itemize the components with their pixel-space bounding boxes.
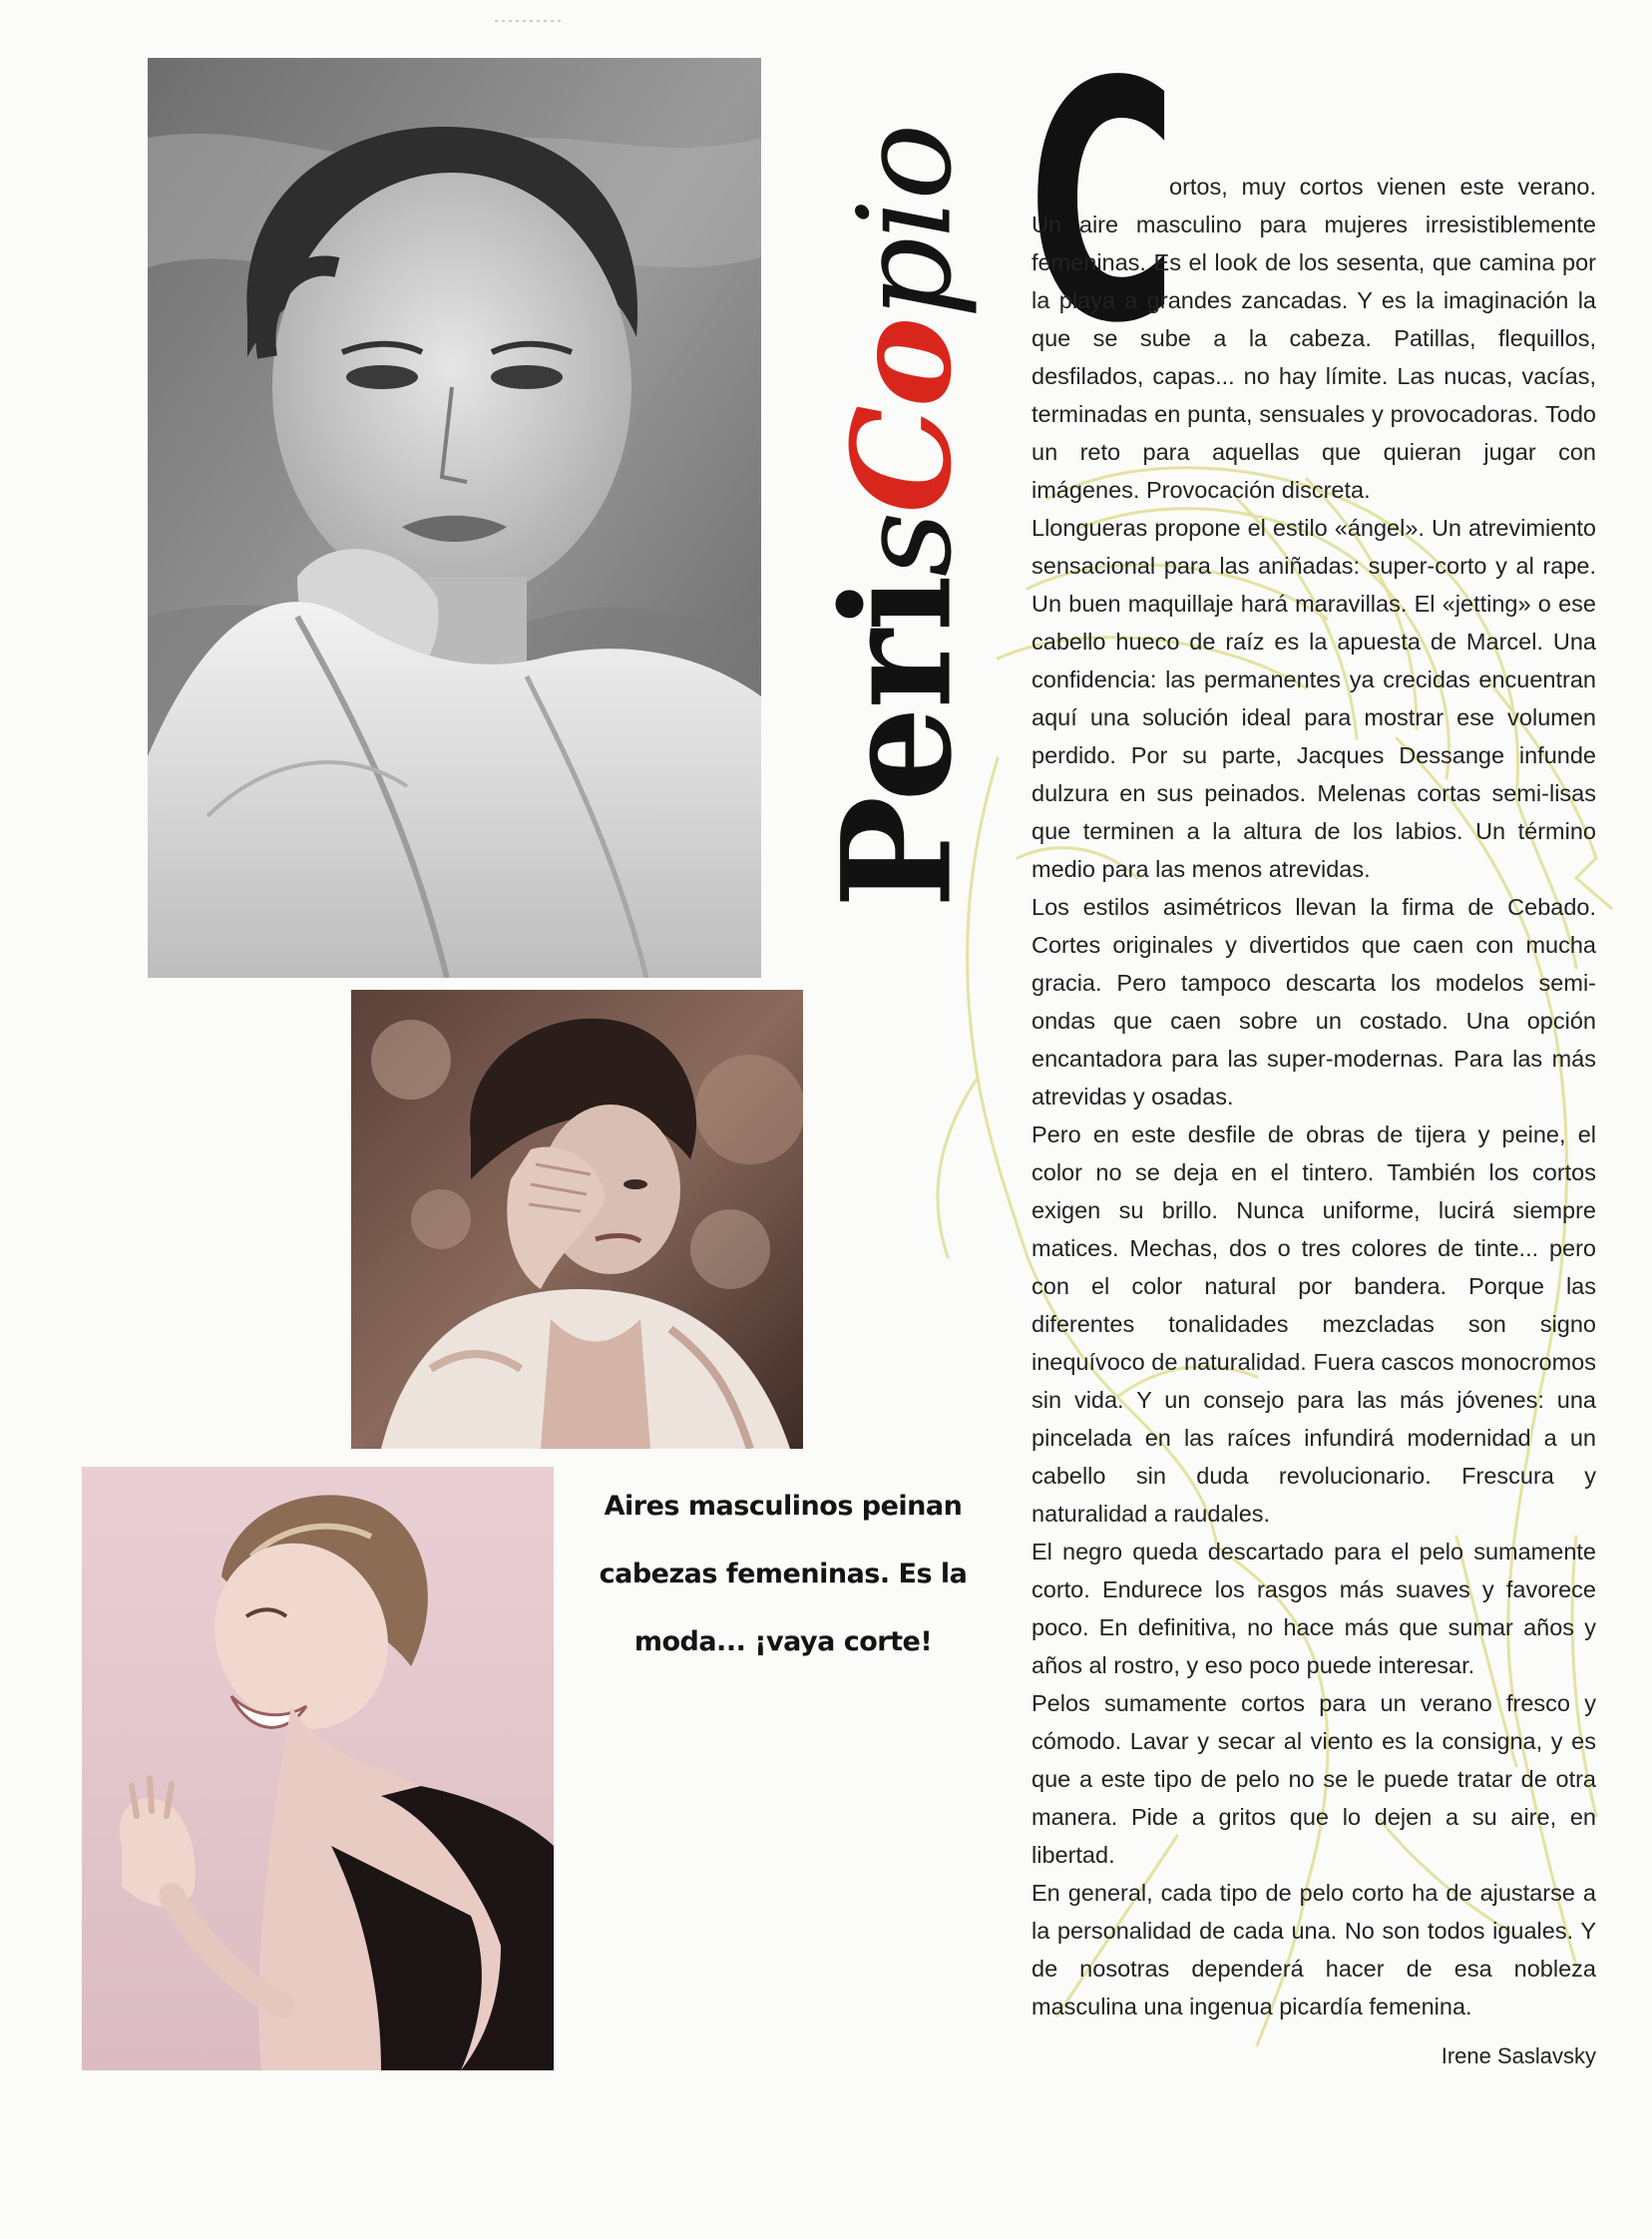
author-byline: Irene Saslavsky: [1441, 2043, 1596, 2068]
article-title-vertical: [798, 125, 998, 909]
title-part-2: s: [831, 513, 981, 578]
title-part-3-accent: Co: [822, 318, 983, 514]
photo-woman-hand-over-eye: [351, 990, 803, 1449]
portrait-photo-short-hair: [148, 58, 761, 978]
article-body: [1032, 168, 1596, 2025]
title-part-1: Peri: [809, 577, 986, 909]
photo-laughing-woman: [82, 1467, 554, 2070]
drop-cap: C: [1028, 12, 1178, 395]
article-paragraph-7: En general, cada tipo de pelo corto ha de ajustarse a la personalidad de cada una. No son todos iguales. Y de nosotras dependerá hacer de esa nobleza masculina una ingenua picardía femenina.: [1032, 1880, 1596, 2019]
title-part-4: pio: [831, 125, 981, 319]
article-paragraph-6: Pelos sumamente cortos para un verano fresco y cómodo. Lavar y secar al viento es la consigna, y es que a este tipo de pelo no se le puede tratar de otra manera. Pide a gritos que lo dejen a su aire, en libertad.: [1032, 1690, 1596, 1868]
article-paragraph-2: Llongueras propone el estilo «ángel». Un atrevimiento sensacional para las aniñadas: super-corto y al rape. Un buen maquillaje hará maravillas. El «jetting» o ese cabello hueco de raíz es la apuesta de Marcel. Una confidencia: las permanentes ya crecidas encuentran aquí una solución ideal para mostrar ese volumen perdido. Por su parte, Jacques Dessange infunde dulzura en sus peinados. Melenas cortas semi-lisas que terminen a la altura de los labios. Un término medio para las menos atrevidas.: [1032, 515, 1596, 882]
article-paragraph-3: Los estilos asimétricos llevan la firma de Cebado. Cortes originales y divertidos que caen con mucha gracia. Pero tampoco descarta los modelos semi-ondas que caen sobre un costado. Una opción encantadora para las super-modernas. Para las más atrevidas y osadas.: [1032, 894, 1596, 1110]
article-paragraph-1: ortos, muy cortos vienen este verano. Un aire masculino para mujeres irresistiblemente femeninas. Es el look de los sesenta, que camina por la playa a grandes zancadas. Y es la imaginación la que se sube a la cabeza. Patillas, flequillos, desfilados, capas... no hay límite. Las nucas, vacías, terminadas en punta, sensuales y provocadoras. Todo un reto para aquellas que quieran jugar con imágenes. Provocación discreta.: [1032, 174, 1596, 503]
article-paragraph-4: Pero en este desfile de obras de tijera y peine, el color no se deja en el tintero. También los cortos exigen su brillo. Nunca uniforme, lucirá siempre matices. Mechas, dos o tres colores de tinte... pero con el color natural por bandera. Porque las diferentes tonalidades mezcladas son signo inequívoco de naturalidad. Fuera cascos monocromos sin vida. Y un consejo para las más jóvenes: una pincelada en las raíces infundirá modernidad a un cabello sin duda revolucionario. Frescura y naturalidad a raudales.: [1032, 1121, 1596, 1527]
article-paragraph-5: El negro queda descartado para el pelo sumamente corto. Endurece los rasgos más suaves y favorece poco. En definitiva, no hace más que sumar años y años al rostro, y eso poco puede interesar.: [1032, 1539, 1596, 1678]
scan-mark: [495, 18, 565, 24]
photo-caption: Aires masculinos peinan cabezas femeninas. Es la moda... ¡vaya corte!: [599, 1491, 968, 1657]
